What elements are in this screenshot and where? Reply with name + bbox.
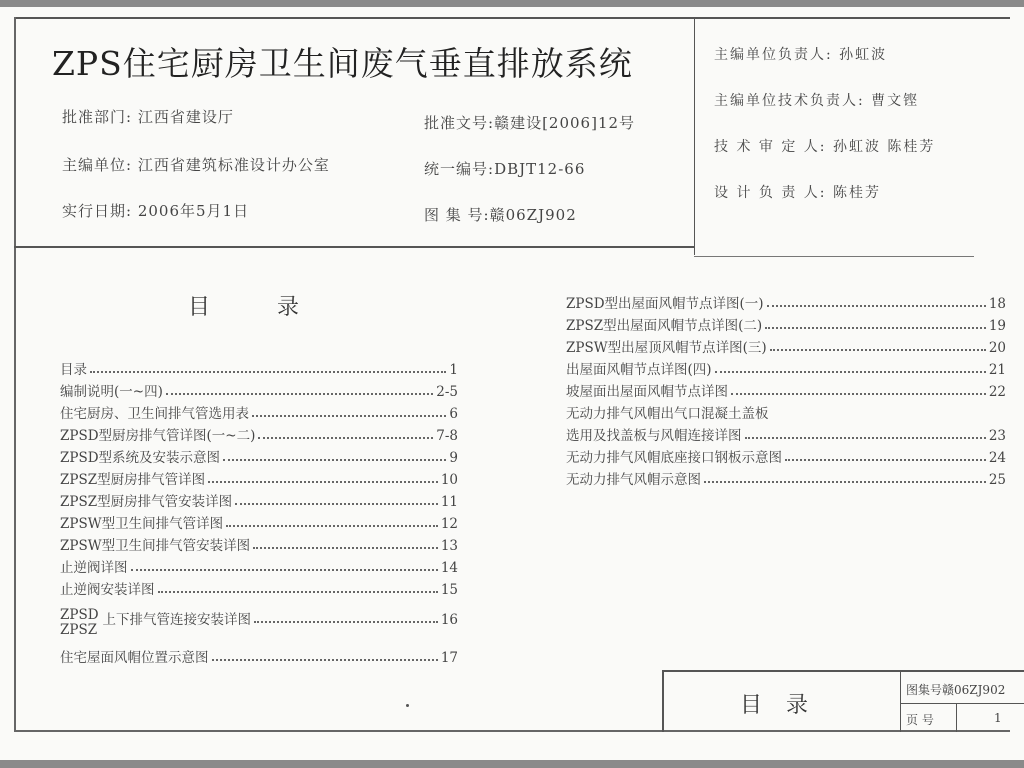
title-block-divider	[900, 670, 901, 732]
frame-line-top	[14, 17, 1010, 19]
scan-border-bottom	[0, 760, 1024, 768]
toc-item[interactable]: 住宅屋面风帽位置示意图 17	[60, 650, 458, 666]
toc-item[interactable]: ZPSD型系统及安装示意图 9	[60, 450, 458, 466]
meta-approval-no: 批准文号:赣建设[2006]12号	[424, 114, 636, 132]
atlas-title: ZPS住宅厨房卫生间废气垂直排放系统	[52, 44, 633, 83]
meta-approval-dept: 批准部门: 江西省建设厅	[62, 108, 234, 126]
header-divider-right	[694, 256, 974, 257]
toc-item[interactable]: 住宅厨房、卫生间排气管选用表 6	[60, 406, 458, 422]
title-block-name: 目录	[740, 693, 833, 718]
toc-item[interactable]: 无动力排气风帽出气口混凝土盖板	[566, 406, 769, 422]
toc-item[interactable]: 止逆阀详图 14	[60, 560, 458, 576]
title-block	[662, 670, 1024, 732]
title-block-divider	[900, 703, 1024, 704]
meta-chief-editor: 主编单位负责人: 孙虹波	[714, 47, 888, 63]
toc-right-column	[566, 290, 1006, 488]
title-block-page-label: 页 号	[906, 713, 934, 727]
header-divider-vertical	[694, 17, 695, 255]
meta-effective-date: 实行日期: 2006年5月1日	[62, 202, 250, 220]
title-block-page-value: 1	[994, 711, 1002, 725]
toc-left-column	[60, 356, 458, 666]
meta-editor-unit: 主编单位: 江西省建筑标准设计办公室	[62, 156, 330, 174]
toc-item[interactable]: ZPSD型厨房排气管详图(一~二) 7-8	[60, 428, 458, 444]
toc-item[interactable]: 止逆阀安装详图 15	[60, 582, 458, 598]
toc-item[interactable]: 出屋面风帽节点详图(四) 21	[566, 362, 1006, 378]
meta-atlas-no: 图 集 号:赣06ZJ902	[424, 206, 577, 224]
meta-unified-no: 统一编号:DBJT12-66	[424, 160, 586, 178]
toc-item[interactable]: ZPSW型卫生间排气管详图 12	[60, 516, 458, 532]
toc-item-models: ZPSD ZPSZ	[60, 607, 99, 638]
toc-heading: 目 录	[188, 295, 329, 320]
toc-item[interactable]: ZPSZ型出屋面风帽节点详图(二) 19	[566, 318, 1006, 334]
scan-border-top	[0, 0, 1024, 7]
toc-item[interactable]: ZPSZ型厨房排气管详图 10	[60, 472, 458, 488]
title-block-divider	[956, 704, 957, 732]
header-divider	[14, 246, 694, 248]
toc-item[interactable]: 选用及找盖板与风帽连接详图 23	[566, 428, 1006, 444]
toc-item[interactable]: ZPSW型出屋顶风帽节点详图(三) 20	[566, 340, 1006, 356]
scan-speck	[406, 704, 409, 707]
toc-item[interactable]: ZPSZ型厨房排气管安装详图 11	[60, 494, 458, 510]
toc-item[interactable]: 编制说明(一~四) 2-5	[60, 384, 458, 400]
meta-designer: 设 计 负 责 人: 陈桂芳	[714, 185, 881, 201]
toc-item[interactable]: ZPSW型卫生间排气管安装详图 13	[60, 538, 458, 554]
toc-item[interactable]: ZPSD型出屋面风帽节点详图(一) 18	[566, 296, 1006, 312]
toc-item[interactable]: 坡屋面出屋面风帽节点详图 22	[566, 384, 1006, 400]
frame-line-left	[14, 17, 16, 731]
toc-item[interactable]: ZPSD ZPSZ 上下排气管连接安装详图 16	[60, 607, 458, 638]
meta-reviewer: 技 术 审 定 人: 孙虹波 陈桂芳	[714, 139, 936, 155]
title-block-atlas: 图集号赣06ZJ902	[906, 683, 1006, 697]
toc-item[interactable]: 目录 1	[60, 362, 458, 378]
toc-item[interactable]: 无动力排气风帽底座接口钢板示意图 24	[566, 450, 1006, 466]
toc-item[interactable]: 无动力排气风帽示意图 25	[566, 472, 1006, 488]
meta-tech-lead: 主编单位技术负责人: 曹文铿	[714, 93, 920, 109]
